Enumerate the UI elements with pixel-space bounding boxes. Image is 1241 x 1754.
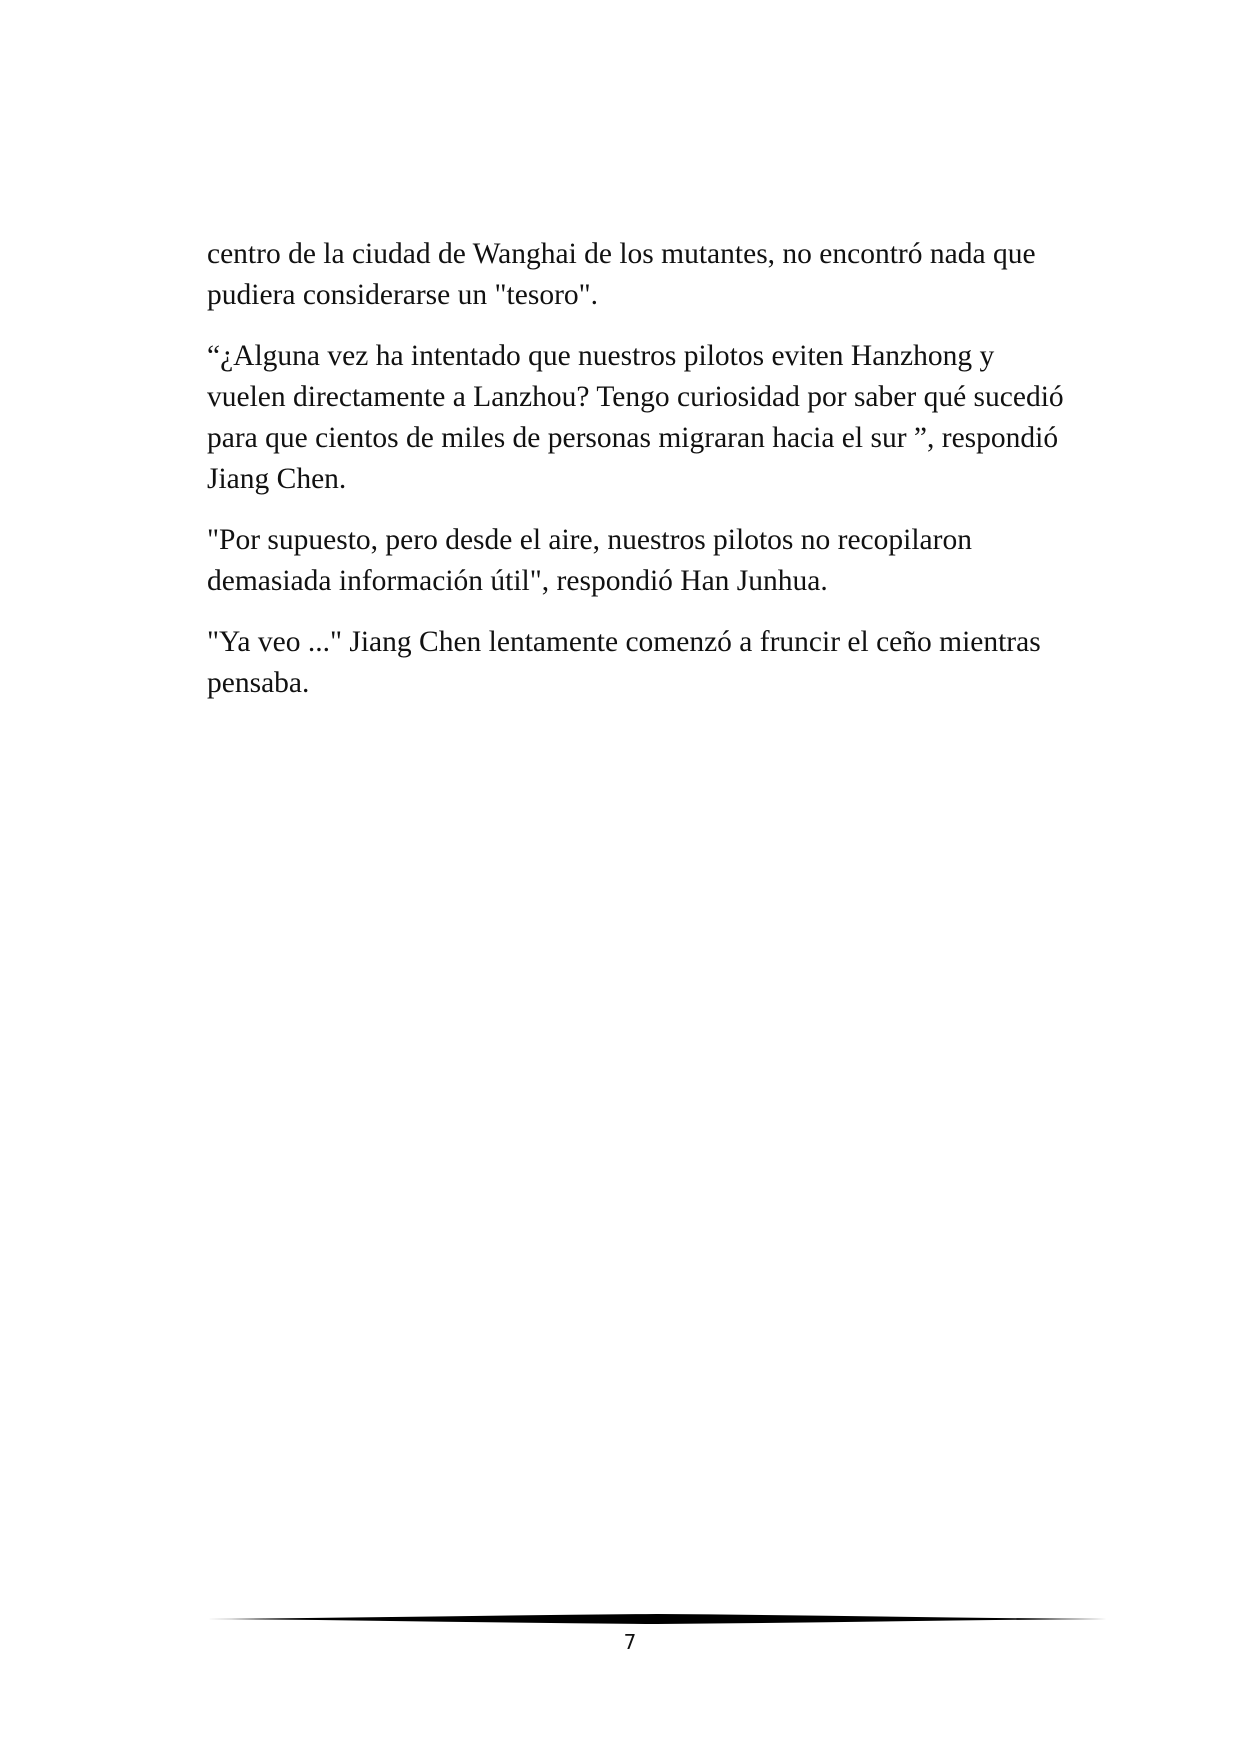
footer-divider	[207, 1612, 1107, 1626]
paragraph: “¿Alguna vez ha intentado que nuestros pilotos eviten Hanzhong y vuelen directamente a Lanzhou? Tengo curiosidad por saber qué sucedió para que cientos de miles de personas migraran hacia el sur ”, respondió Jiang Chen.	[207, 340, 1064, 495]
page-number: 7	[623, 1630, 637, 1654]
paragraph: "Por supuesto, pero desde el aire, nuestros pilotos no recopilaron demasiada información útil", respondió Han Junhua.	[207, 524, 972, 597]
paragraph: centro de la ciudad de Wanghai de los mutantes, no encontró nada que pudiera considerarse un "tesoro".	[207, 238, 1036, 311]
paragraph: "Ya veo ..." Jiang Chen lentamente comenzó a fruncir el ceño mientras pensaba.	[207, 626, 1041, 699]
body-text	[207, 234, 1077, 724]
